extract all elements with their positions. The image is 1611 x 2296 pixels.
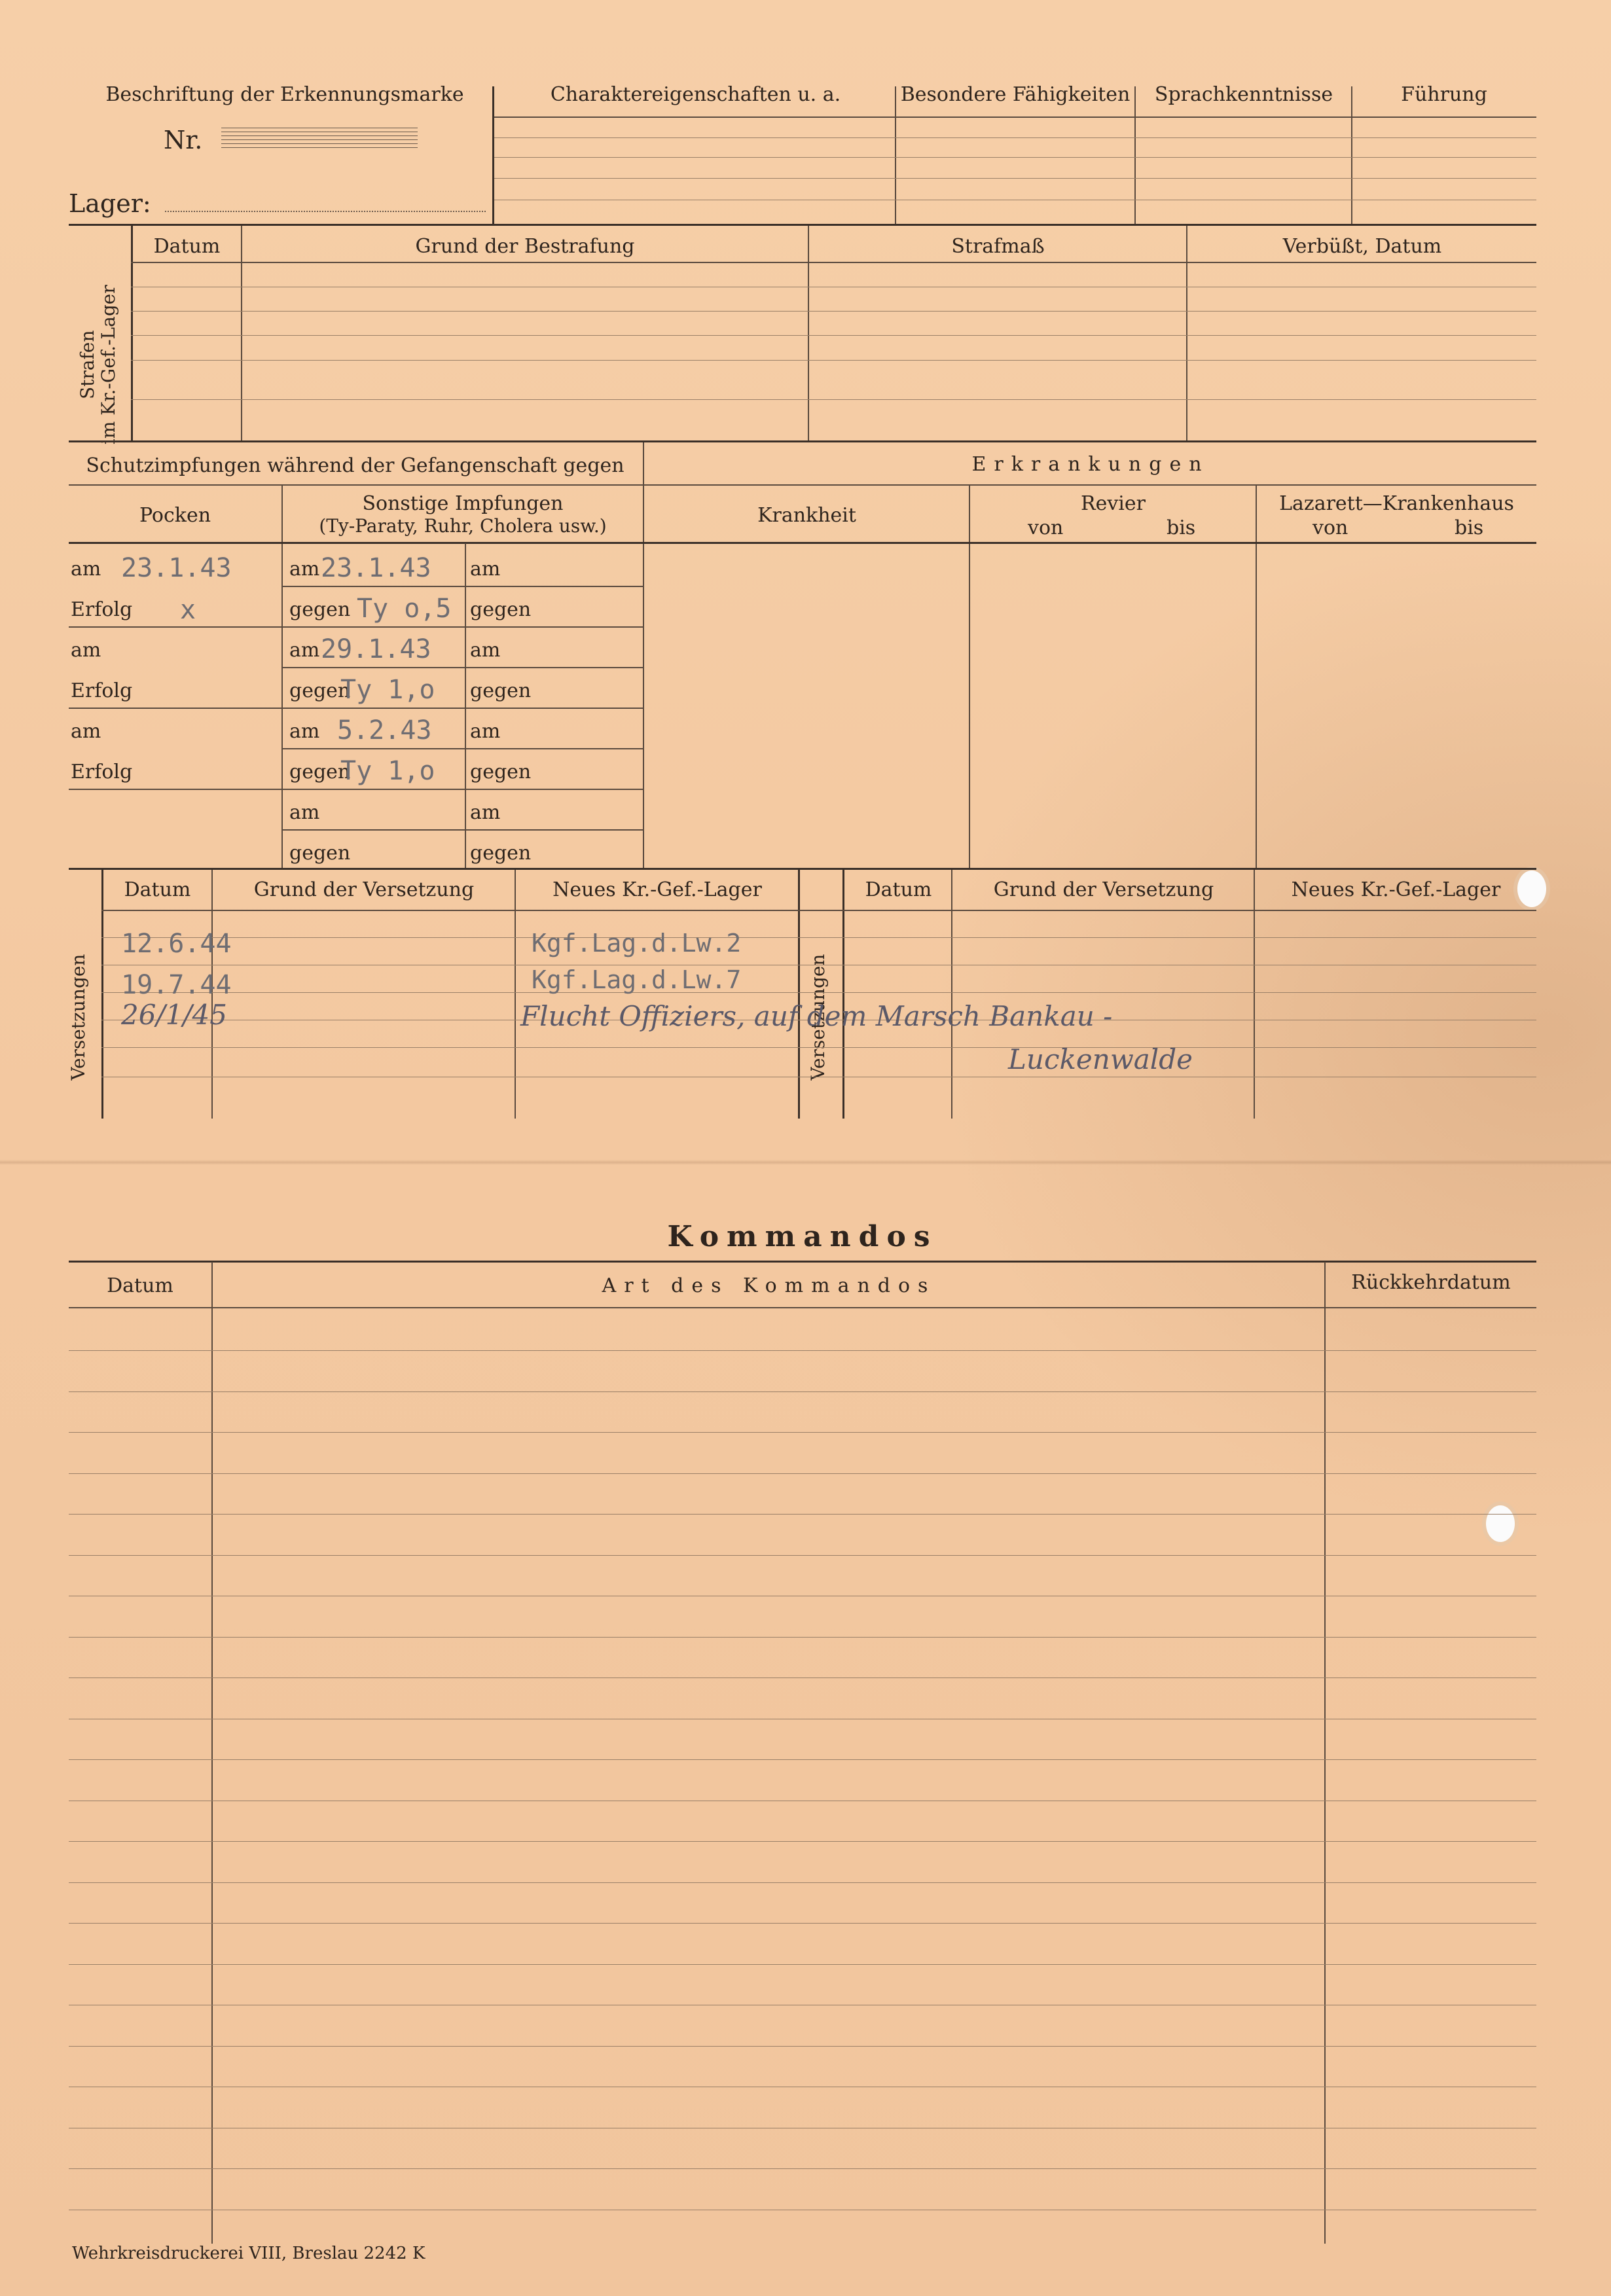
third-row-label: am <box>470 558 501 581</box>
pocken-date-1: 23.1.43 <box>121 553 232 583</box>
versetzung-neues-header: Neues Kr.-Gef.-Lager <box>552 878 762 901</box>
divider <box>1324 1262 1326 2244</box>
lazarett-von: von <box>1312 516 1349 539</box>
sonstige-row-label: am <box>289 801 320 824</box>
divider <box>808 226 809 442</box>
verbuesst-header: Verbüßt, Datum <box>1282 235 1442 258</box>
pocken-row-label: Erfolg <box>71 679 133 702</box>
sonstige-row-label: am <box>289 558 320 581</box>
sprachkenntnisse-header: Sprachkenntnisse <box>1154 83 1333 106</box>
kommando-row-line <box>69 2046 1536 2047</box>
divider <box>211 1262 213 2244</box>
kommandos-datum-header: Datum <box>107 1274 173 1297</box>
pocken-row-label: Erfolg <box>71 598 133 621</box>
beschriftung-label: Beschriftung der Erkennungsmarke <box>105 83 464 106</box>
lazarett-header: Lazarett—Krankenhaus <box>1279 492 1514 515</box>
third-row-label: am <box>470 720 501 743</box>
third-row-label: gegen <box>470 761 532 783</box>
fuehrung-header: Führung <box>1401 83 1487 106</box>
pocken-row-label: am <box>71 720 101 743</box>
section-rule <box>69 440 1536 442</box>
kommando-row-line <box>69 1759 1536 1760</box>
sonstige-row-label: gegen <box>289 761 351 783</box>
versetzung-grund-header: Grund der Versetzung <box>993 878 1214 901</box>
kommando-row-line <box>69 1432 1536 1433</box>
divider <box>895 86 896 225</box>
versetzung-pen-note: Flucht Offiziers, auf dem Marsch Bankau - <box>520 1000 1113 1032</box>
third-row-label: am <box>470 801 501 824</box>
fold-crease <box>0 1160 1611 1165</box>
third-row-label: am <box>470 639 501 662</box>
divider <box>465 543 466 868</box>
revier-bis: bis <box>1167 516 1196 539</box>
pocken-row-label: am <box>71 558 101 581</box>
divider <box>515 870 516 1119</box>
sonstige-row-label: am <box>289 720 320 743</box>
section-rule <box>69 224 1536 226</box>
sonstige-gegen-3: Ty 1,o <box>340 756 435 786</box>
kommando-row-line <box>69 1841 1536 1842</box>
versetzung-grund-header: Grund der Versetzung <box>253 878 475 901</box>
pocken-erfolg-1: x <box>180 595 196 625</box>
printer-imprint: Wehrkreisdruckerei VIII, Breslau 2242 K <box>72 2244 425 2263</box>
divider <box>492 86 494 225</box>
lazarett-bis: bis <box>1455 516 1484 539</box>
rule <box>494 117 1536 118</box>
divider <box>101 870 103 1119</box>
kommandos-art-header: Art des Kommandos <box>602 1274 936 1297</box>
punch-hole <box>1486 1505 1515 1542</box>
sonstige-row-label: gegen <box>289 598 351 621</box>
divider <box>643 442 644 868</box>
revier-von: von <box>1028 516 1064 539</box>
kommandos-rueckkehr-header: Rückkehrdatum <box>1351 1271 1511 1294</box>
sonstige-gegen-1: Ty o,5 <box>357 594 452 624</box>
kommando-row-line <box>69 1964 1536 1965</box>
sonstige-date-2: 29.1.43 <box>321 634 431 664</box>
versetzungen-side-label: Versetzungen <box>806 954 829 1081</box>
divider <box>1186 226 1187 442</box>
sonstige-row-label: gegen <box>289 842 351 865</box>
third-row-label: gegen <box>470 679 532 702</box>
sonstige-row-label: gegen <box>289 679 351 702</box>
section-rule <box>69 1261 1536 1263</box>
charakter-header: Charaktereigenschaften u. a. <box>550 83 841 106</box>
divider <box>1254 870 1255 1119</box>
kommando-row-line <box>69 1923 1536 1924</box>
third-row-label: gegen <box>470 842 532 865</box>
divider <box>241 226 242 442</box>
third-row-label: gegen <box>470 598 532 621</box>
section-rule <box>69 868 1536 870</box>
lager-field[interactable] <box>165 211 486 212</box>
versetzung-datum-header: Datum <box>124 878 191 901</box>
erkrankungen-title: Erkrankungen <box>971 453 1210 476</box>
sonstige-date-1: 23.1.43 <box>321 553 431 583</box>
strafmass-header: Strafmaß <box>951 235 1045 258</box>
versetzung-neues-header: Neues Kr.-Gef.-Lager <box>1291 878 1501 901</box>
kommando-row-line <box>69 2168 1536 2169</box>
versetzung-datum-header: Datum <box>865 878 932 901</box>
sonstige-header-2: (Ty-Paraty, Ruhr, Cholera usw.) <box>319 515 607 537</box>
kommando-row-line <box>69 1473 1536 1474</box>
versetzungen-side-label: Versetzungen <box>67 954 89 1081</box>
divider <box>1134 86 1136 225</box>
versetzung-lager-2: Kgf.Lag.d.Lw.7 <box>532 965 742 994</box>
divider <box>798 870 800 1119</box>
nr-label: Nr. <box>164 126 203 154</box>
nr-field[interactable] <box>221 128 418 151</box>
sonstige-header-1: Sonstige Impfungen <box>362 492 564 515</box>
divider <box>1351 86 1352 225</box>
kommando-row-line <box>69 1514 1536 1515</box>
revier-header: Revier <box>1081 492 1146 515</box>
pocken-row-label: am <box>71 639 101 662</box>
strafen-side-label: Strafen im Kr.-Gef.-Lager <box>76 285 119 445</box>
divider <box>131 226 133 442</box>
kommando-row-line <box>69 1555 1536 1556</box>
strafen-datum-header: Datum <box>153 235 221 258</box>
kommando-row-line <box>69 1882 1536 1883</box>
pocken-row-label: Erfolg <box>71 761 133 783</box>
pocken-header: Pocken <box>139 504 211 527</box>
kommando-row-line <box>69 1391 1536 1392</box>
strafen-grund-header: Grund der Bestrafung <box>415 235 635 258</box>
kommando-row-line <box>69 1637 1536 1638</box>
kommando-row-line <box>69 1677 1536 1678</box>
versetzung-datum-1: 12.6.44 <box>121 929 232 959</box>
faehigkeiten-header: Besondere Fähigkeiten <box>900 83 1131 106</box>
sonstige-date-3: 5.2.43 <box>337 715 432 745</box>
sonstige-gegen-2: Ty 1,o <box>340 675 435 705</box>
sonstige-row-label: am <box>289 639 320 662</box>
versetzung-datum-2: 19.7.44 <box>121 970 232 1000</box>
krankheit-header: Krankheit <box>757 504 856 527</box>
versetzung-lager-1: Kgf.Lag.d.Lw.2 <box>532 929 742 958</box>
divider <box>842 870 844 1119</box>
impfungen-title: Schutzimpfungen während der Gefangenschaft gegen <box>86 454 624 477</box>
kommandos-title: Kommandos <box>667 1220 938 1253</box>
kommando-row-line <box>69 1350 1536 1351</box>
lager-label: Lager: <box>69 189 151 218</box>
divider <box>951 870 952 1119</box>
versetzung-pen-note-2: Luckenwalde <box>1008 1043 1193 1075</box>
versetzung-pen-date: 26/1/45 <box>121 999 227 1031</box>
